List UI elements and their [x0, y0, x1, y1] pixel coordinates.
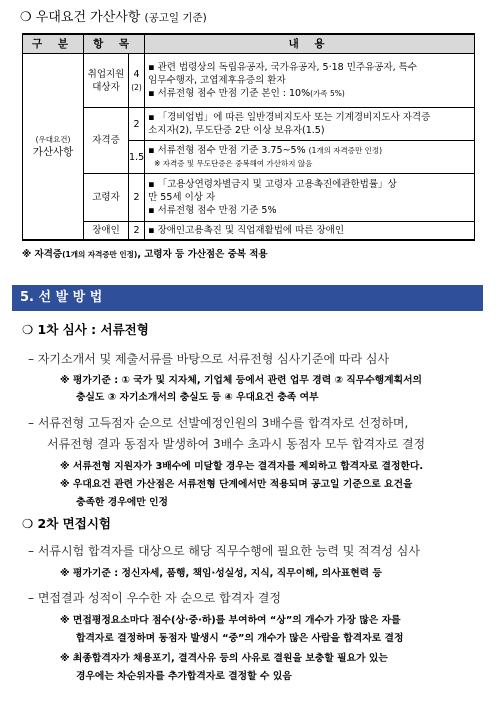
item-disabled: 장애인 — [84, 222, 129, 240]
score-cell: 2 — [129, 174, 145, 222]
section-title-sub: (공고일 기준) — [144, 12, 207, 24]
table-row — [23, 174, 475, 222]
content-line: ▪ 서류전형 점수 만점 기준 5% — [148, 205, 277, 216]
content-note: (가족 5%) — [310, 89, 345, 98]
stage2-paragraph: – 면접결과 성적이 우수한 자 순으로 합격자 결정 — [28, 591, 281, 605]
item-senior: 고령자 — [84, 174, 129, 222]
score-cell: 1.5 — [129, 141, 145, 174]
content-line: ▪ 서류전형 점수 만점 기준 본인 : 10% — [148, 88, 311, 99]
stage1-heading: ❍ 1차 심사 : 서류전형 — [22, 322, 149, 337]
item-certificate: 자격증 — [84, 108, 129, 174]
table-header-row — [23, 34, 475, 54]
table-row — [23, 222, 475, 240]
content-cell — [145, 141, 475, 174]
group-label: 가산사항 — [32, 146, 74, 159]
footnote-rest: , 고령자 등 가산점은 중복 적용 — [137, 249, 268, 260]
score-cell: 2 — [129, 222, 145, 240]
stage2-note: ※ 면접평정요소마다 점수(상·중·하)를 부여하여 “상”의 개수가 가장 많은 자를 — [60, 615, 401, 626]
section5-title-bar: 5. 선 발 방 법 — [12, 285, 483, 311]
content-note: (1개의 자격증만 인정) — [308, 146, 382, 155]
preference-table — [22, 33, 475, 241]
header-category: 구 분 — [23, 34, 84, 54]
content-cell — [145, 54, 475, 108]
table-row — [23, 54, 475, 108]
score-sub: (2) — [131, 82, 142, 92]
stage1-criteria-note: ※ 평가기준 : ① 국가 및 지자체, 기업체 등에서 관련 업무 경력 ② 직무수행계획서의 — [60, 375, 423, 386]
stage2-note: ※ 최종합격자가 채용포기, 결격사유 등의 사유로 결원을 보충할 필요가 있는 — [60, 653, 388, 664]
stage2-note-cont: 경우에는 차순위자를 추가합격자로 결정할 수 있음 — [76, 671, 292, 682]
stage1-note: ※ 우대요건 관련 가산점은 서류전형 단계에서만 적용되며 공고일 기준으로 요건을 — [60, 479, 413, 490]
footnote-prefix: ※ 자격증 — [22, 249, 63, 260]
table-footnote — [22, 246, 268, 260]
item-employment-support — [84, 54, 129, 108]
stage1-note: ※ 서류전형 지원자가 3배수에 미달할 경우는 결격자를 제외하고 합격자로 결정한다. — [60, 461, 424, 472]
stage2-criteria-note: ※ 평가기준 : 정신자세, 품행, 책임·성실성, 지식, 직무이해, 의사표현력 등 — [60, 568, 382, 579]
stage1-criteria-note-cont: 충실도 ③ 자기소개서의 충실도 등 ④ 우대요건 충족 여부 — [76, 392, 319, 403]
section-title-preference — [20, 6, 207, 25]
content-line: ▪ 관련 법령상의 독립유공자, 국가유공자, 5·18 민주유공자, 특수 — [148, 62, 417, 73]
content-line: ▪ 서류전형 점수 만점 기준 3.75~5% — [148, 145, 306, 156]
header-content: 내 용 — [145, 34, 475, 54]
group-label-small: (우대요건) — [35, 135, 71, 145]
stage2-note-cont: 합격자로 결정하며 동점자 발생시 “중”의 개수가 많은 사람을 합격자로 결정 — [76, 633, 404, 644]
header-item: 항 목 — [84, 34, 145, 54]
stage1-paragraph: – 자기소개서 및 제출서류를 바탕으로 서류전형 심사기준에 따라 심사 — [28, 352, 390, 366]
stage2-heading: ❍ 2차 면접시험 — [22, 516, 111, 531]
stage2-paragraph: – 서류시험 합격자를 대상으로 해당 직무수행에 필요한 능력 및 적격성 심사 — [28, 544, 420, 558]
group-cell — [23, 54, 84, 240]
footnote-small: (1개의 자격증만 인정) — [62, 250, 138, 259]
content-line: 소지자(2), 무도단증 2단 이상 보유자(1.5) — [148, 125, 325, 136]
content-line: ▪ 「고용상연령차별금지 및 고령자 고용촉진에관한법률」상 — [148, 179, 397, 190]
score-cell: 2 — [129, 108, 145, 141]
stage1-note-cont: 충족한 경우에만 인정 — [76, 497, 168, 508]
content-note: ※ 자격증 및 무도단증은 중복해여 가산하지 않음 — [154, 159, 313, 168]
stage1-paragraph-cont: 서류전형 결과 동점자 발생하여 3배수 초과시 동점자 모두 합격자로 결정 — [47, 437, 426, 451]
content-line: 만 55세 이상 자 — [148, 192, 216, 203]
section-title-main: ❍ 우대요건 가산사항 — [20, 10, 141, 25]
item-label-a: 취업지원 — [87, 68, 125, 80]
content-cell: ▪ 장애인고용촉진 및 직업재활법에 따른 장애인 — [145, 222, 475, 240]
content-line: ▪ 「경비업법」에 따른 일반경비지도사 또는 기계경비지도사 자격증 — [148, 112, 431, 123]
content-cell — [145, 174, 475, 222]
score-cell — [129, 54, 145, 108]
item-label-b: 대상자 — [92, 81, 120, 93]
content-line: 임무수행자, 고엽제후유증의 환자 — [148, 75, 286, 86]
content-cell — [145, 108, 475, 141]
table-row — [23, 108, 475, 141]
score-value: 4 — [133, 68, 140, 80]
stage1-paragraph: – 서류전형 고득점자 순으로 선발예정인원의 3배수를 합격자로 선정하며, — [28, 416, 409, 430]
